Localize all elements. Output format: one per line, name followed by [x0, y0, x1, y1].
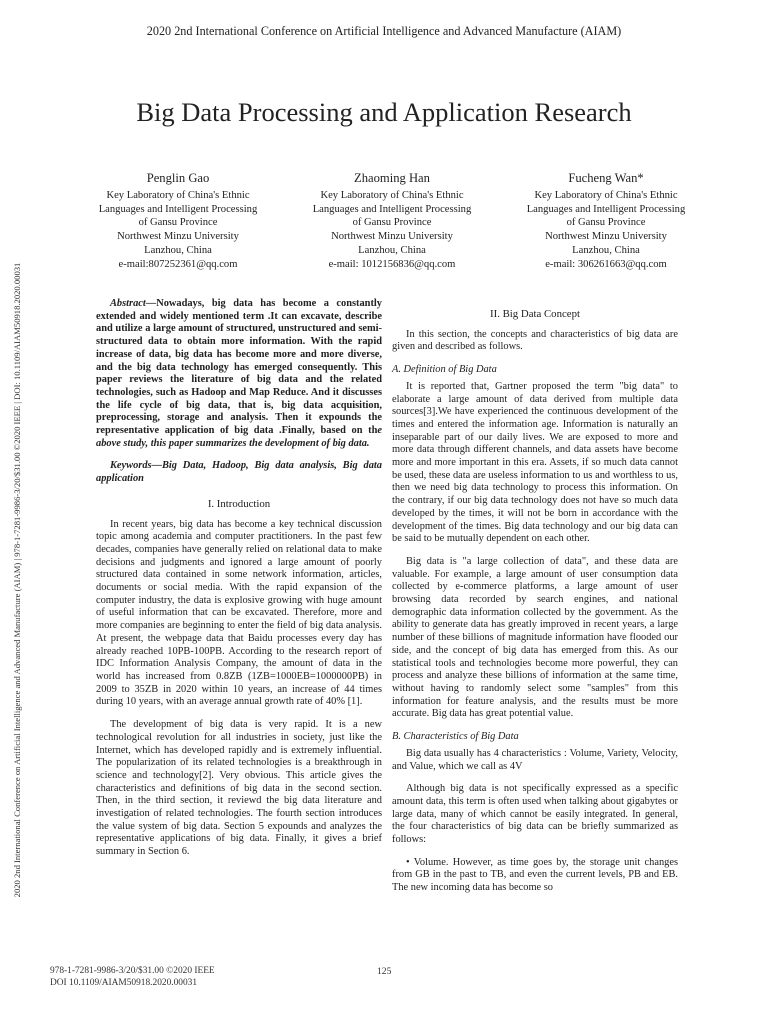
abstract-dash: —: [145, 298, 157, 309]
conference-header: 2020 2nd International Conference on Artificial Intelligence and Advanced Manufacture (AIAM): [146, 24, 622, 38]
author-name: Fucheng Wan*: [568, 171, 644, 185]
abstract-body: Nowadays, big data has become a constantly extended and widely mentioned term .It can excavate, describe and utilize a large amount of structured, unstructured and semi-structured data to obtain more information. With the rapid increase of data, big data has become more and more diverse, and the big data technology has emerged consequently. This paper reviews the literature of big data and the related technologies, such as Hadoop and Map Reduce. And it discusses the life cycle of big data, that is, big data acquisition, preprocessing, storage and analysis. Then it expounds the representative application of big data .Finally, based on th: [96, 298, 382, 437]
subsection-heading-definition: A. Definition of Big Data: [392, 364, 497, 376]
author-2: [296, 172, 488, 272]
author-name: Zhaoming Han: [354, 171, 430, 185]
page-number: 125: [377, 966, 392, 977]
left-column: [96, 298, 382, 859]
body-paragraph: Big data is "a large collection of data", and these data are valuable. For example, a large amount of user consumption data collected by e-commerce platforms, a large amount of user browsing data recorded by search engines, and national demographic data information collected by the government. As the ability to generate data has greatly improved in recent years, a large number of these billions of magnitude information have flooded our side, and the concept of big data has emerged from this. As our statistical tools and technologies become more powerful, they can process and analyze these billions of information at the same time, without having to randomly select some "samples" from this information for feature analysis, and the results must be more accurate. Big data has great potential value.: [392, 555, 678, 720]
author-affiliation-line: of Gansu Province: [352, 217, 432, 229]
author-name: Penglin Gao: [146, 171, 210, 185]
author-3: [510, 172, 702, 272]
author-affiliation-line: Languages and Intelligent Processing: [312, 203, 472, 215]
abstract-lead: Abstract: [110, 298, 146, 309]
author-affiliation-line: of Gansu Province: [566, 217, 646, 229]
author-affiliation-line: Languages and Intelligent Processing: [98, 203, 258, 215]
body-paragraph: Big data usually has 4 characteristics : Volume, Variety, Velocity, and Value, which we call as 4V: [392, 747, 678, 772]
author-affiliation-line: Key Laboratory of China's Ethnic: [320, 189, 464, 201]
bullet-paragraph: • Volume. However, as time goes by, the storage unit changes from GB in the past to TB, and even the current levels, PB and EB. The new incoming data has become so: [392, 856, 678, 894]
abstract: [96, 298, 382, 450]
body-paragraph: It is reported that, Gartner proposed the term "big data" to elaborate a large amount of data derived from multiple data sources[3].We have experienced the continuous development of the times and entered the information age. Information is naturally an inseparable part of our daily lives. We are exposed to more and more data through different channels, and data assets have become more and more important in this era. Assets, if so much data cannot be used, these data are useless information to us and worthless to us, then we need big data technology to process this information. On the contrary, if our big data technology does not have so much data developed by the times, it will not be born in accordance with the development of the times. Big data technology and our big data can be said to be mutually dependent on each other.: [392, 380, 678, 545]
body-paragraph: Although big data is not specifically expressed as a specific amount data, this term is often used when talking about gigabytes or large data, many of which cannot be easily integrated. In general, the four characteristics of big data can be briefly summarized as follows:: [392, 783, 678, 846]
footer-identifiers: [50, 966, 215, 989]
author-city: Lanzhou, China: [572, 244, 640, 256]
author-university: Northwest Minzu University: [331, 231, 453, 243]
footer-doi: DOI 10.1109/AIAM50918.2020.00031: [50, 977, 198, 988]
author-affiliation-line: Languages and Intelligent Processing: [526, 203, 686, 215]
side-citation-text: 2020 2nd International Conference on Artificial Intelligence and Advanced Manufacture (AIAM) | 978-1-7281-9986-3/20/$31.00 ©2020 IEEE | DOI: 10.1109/AIAM50918.2020.00031: [12, 262, 22, 898]
section-heading-concept: II. Big Data Concept: [490, 308, 580, 320]
body-paragraph: In recent years, big data has become a key technical discussion topic among academia and computer practitioners. In the past few decades, companies have generally relied on relational data to make decisions and judgments and ignored a large amount of poorly structured data contained in some network information, articles, documents or social media. With the rapid expansion of the computer industry, the data is explosive growing with huge amount of useful information that can be excavated. Therefore, more and more companies are beginning to enter the field of big data analysis. At present, the webpage data that Baidu processes every day has already reached 10PB-100PB. According to the research report of IDC Information Analysis Company, the amount of data in the world has increased from 0.8ZB (1ZB=1000EB=1000000PB) in 2009 to 35ZB in 2020 within 10 years, an increase of 44 times during 10 years, with an average annual growth rate of 40% [1].: [96, 518, 382, 708]
footer-isbn: 978-1-7281-9986-3/20/$31.00 ©2020 IEEE: [50, 966, 215, 976]
author-1: [82, 172, 274, 272]
author-email: e-mail: 306261663@qq.com: [545, 258, 667, 270]
author-email: e-mail:807252361@qq.com: [118, 258, 238, 270]
paper-title: Big Data Processing and Application Research: [136, 97, 632, 127]
subsection-heading-characteristics: B. Characteristics of Big Data: [392, 731, 519, 743]
section-heading-introduction: I. Introduction: [207, 497, 271, 510]
author-email: e-mail: 1012156836@qq.com: [328, 258, 456, 270]
author-university: Northwest Minzu University: [545, 231, 667, 243]
author-affiliation-line: Key Laboratory of China's Ethnic: [106, 189, 250, 201]
right-column: [392, 298, 678, 895]
author-university: Northwest Minzu University: [117, 231, 239, 243]
author-affiliation-line: Key Laboratory of China's Ethnic: [534, 189, 678, 201]
author-block: [82, 172, 702, 272]
abstract-tail: e above study, this paper summarizes the development of big data.: [96, 425, 382, 449]
author-affiliation-line: of Gansu Province: [138, 217, 218, 229]
author-city: Lanzhou, China: [358, 244, 426, 256]
author-city: Lanzhou, China: [144, 244, 212, 256]
body-paragraph: In this section, the concepts and characteristics of big data are given and described as follows.: [392, 328, 678, 353]
body-paragraph: The development of big data is very rapid. It is a new technological revolution for all industries in society, just like the Internet, which has developed rapidly and is extremely influential. The popularization of its related technologies is a breakthrough in science and technology[2]. Very obvious. This article gives the characteristics and definitions of big data in the second section. Then, in the third section, it reviewd the big data literature and investigation of related technologies. The fourth section introduces the value system of big data. Section 5 expounds and analyzes the representative applications of big data. Finally, it gives a brief summary in Section 6.: [96, 719, 382, 858]
keywords: Keywords—Big Data, Hadoop, Big data analysis, Big data application: [96, 460, 382, 485]
